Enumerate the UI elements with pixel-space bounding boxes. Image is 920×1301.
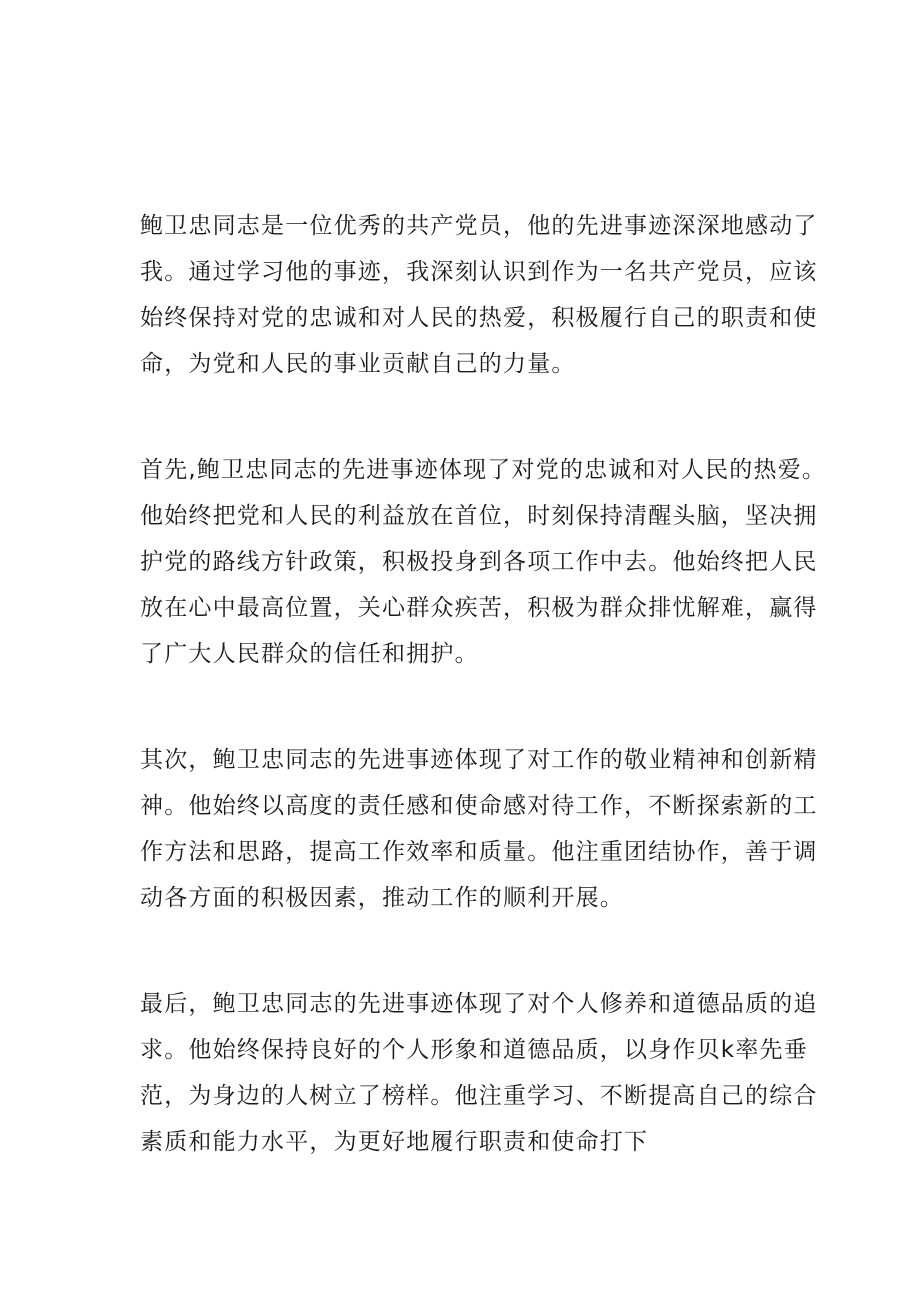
paragraph-last <box>140 981 818 1165</box>
paragraph-intro <box>140 203 818 387</box>
document-body <box>140 203 827 1165</box>
text-line: 命，为党和人民的事业贡献自己的力量。 <box>140 351 576 377</box>
text-line: 他始终把党和人民的利益放在首位，时刻保持清醒头脑，坚决拥 <box>140 503 818 529</box>
text-line: 求。他始终保持良好的个人形象和道德品质，以身作贝k率先垂 <box>140 1037 808 1063</box>
paragraph-first <box>140 447 827 677</box>
text-line: 放在心中最高位置，关心群众疾苦，积极为群众排忧解难，赢得 <box>140 595 818 621</box>
text-line: 我。通过学习他的事迹，我深刻认识到作为一名共产党员，应该 <box>140 259 818 285</box>
text-line: 首先,鲍卫忠同志的先进事迹体现了对党的忠诚和对人民的热爱。 <box>140 457 827 483</box>
text-line: 动各方面的积极因素，推动工作的顺利开展。 <box>140 885 624 911</box>
text-line: 范，为身边的人树立了榜样。他注重学习、不断提高自己的综合 <box>140 1083 818 1109</box>
text-line: 鲍卫忠同志是一位优秀的共产党员，他的先进事迹深深地感动了 <box>140 213 818 239</box>
text-line: 护党的路线方针政策，积极投身到各项工作中去。他始终把人民 <box>140 549 818 575</box>
text-line: 素质和能力水平，为更好地履行职责和使命打下 <box>140 1129 649 1155</box>
text-line: 始终保持对党的忠诚和对人民的热爱，积极履行自己的职责和使 <box>140 305 818 331</box>
paragraph-second <box>140 737 818 921</box>
text-line: 最后，鲍卫忠同志的先进事迹体现了对个人修养和道德品质的追 <box>140 991 818 1017</box>
text-line: 神。他始终以高度的责任感和使命感对待工作，不断探索新的工 <box>140 793 818 819</box>
text-line: 作方法和思路，提高工作效率和质量。他注重团结协作，善于调 <box>140 839 818 865</box>
text-line: 了广大人民群众的信任和拥护。 <box>140 641 479 667</box>
text-line: 其次，鲍卫忠同志的先进事迹体现了对工作的敬业精神和创新精 <box>140 747 818 773</box>
